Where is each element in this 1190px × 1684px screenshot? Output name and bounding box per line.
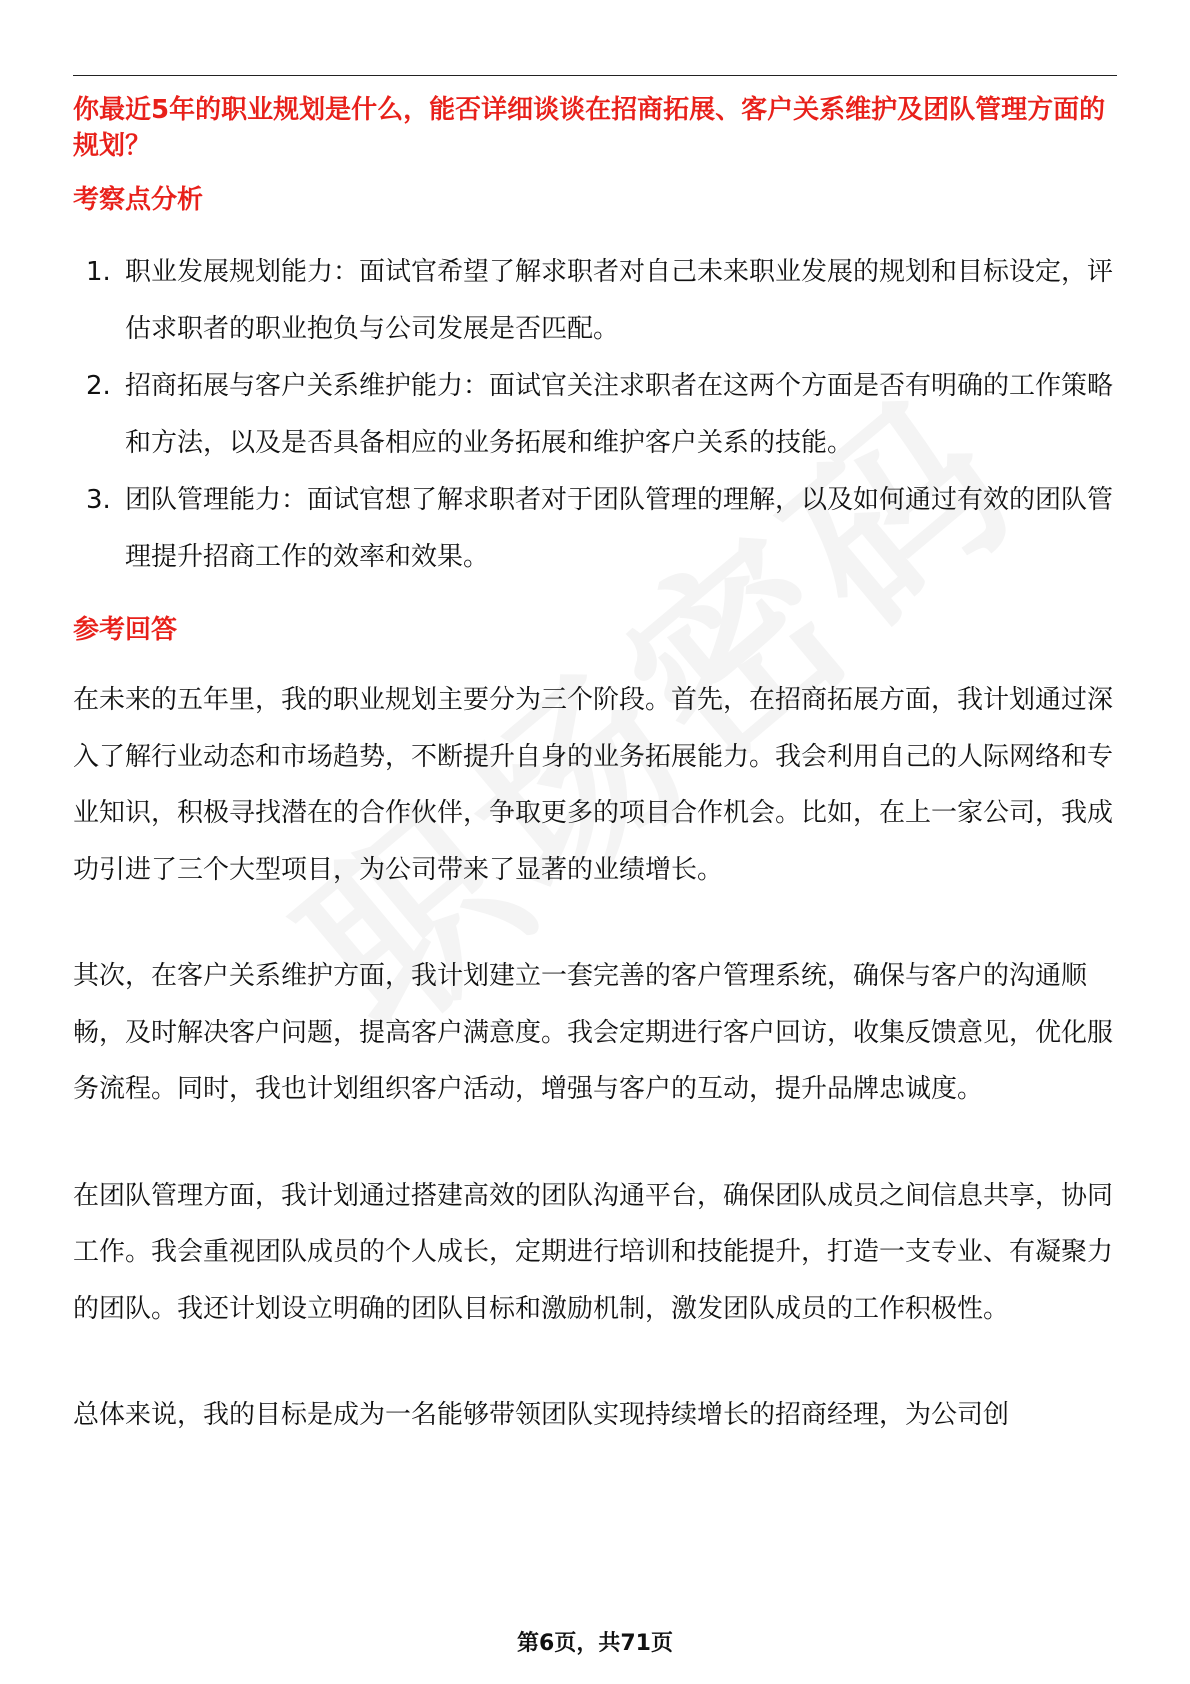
analysis-item-number: 3. — [86, 485, 111, 515]
analysis-list — [73, 244, 1117, 586]
analysis-item — [73, 472, 1117, 586]
answer-paragraph: 在团队管理方面，我计划通过搭建高效的团队沟通平台，确保团队成员之间信息共享，协同工作。我会重视团队成员的个人成长，定期进行培训和技能提升，打造一支专业、有凝聚力的团队。我还计划设立明确的团队目标和激励机制，激发团队成员的工作积极性。 — [73, 1180, 1114, 1324]
analysis-item-number: 2. — [86, 371, 111, 401]
page-content — [73, 92, 1117, 1494]
analysis-item — [73, 358, 1117, 472]
analysis-heading: 考察点分析 — [73, 185, 204, 215]
analysis-item-number: 1. — [86, 257, 111, 287]
answer-heading: 参考回答 — [73, 615, 178, 645]
page-number-footer: 第6页，共71页 — [517, 1631, 673, 1656]
analysis-item-text: 职业发展规划能力：面试官希望了解求职者对自己未来职业发展的规划和目标设定，评估求职者的职业抱负与公司发展是否匹配。 — [125, 257, 1114, 344]
header-rule — [73, 75, 1117, 76]
analysis-item — [73, 244, 1117, 358]
answer-paragraph: 在未来的五年里，我的职业规划主要分为三个阶段。首先，在招商拓展方面，我计划通过深入了解行业动态和市场趋势，不断提升自身的业务拓展能力。我会利用自己的人际网络和专业知识，积极寻找潜在的合作伙伴，争取更多的项目合作机会。比如，在上一家公司，我成功引进了三个大型项目，为公司带来了显著的业绩增长。 — [73, 685, 1114, 885]
analysis-item-text: 团队管理能力：面试官想了解求职者对于团队管理的理解，以及如何通过有效的团队管理提升招商工作的效率和效果。 — [125, 485, 1114, 572]
answer-body — [73, 672, 1117, 1444]
answer-paragraph: 总体来说，我的目标是成为一名能够带领团队实现持续增长的招商经理，为公司创 — [73, 1400, 1010, 1430]
answer-paragraph: 其次，在客户关系维护方面，我计划建立一套完善的客户管理系统，确保与客户的沟通顺畅，及时解决客户问题，提高客户满意度。我会定期进行客户回访，收集反馈意见，优化服务流程。同时，我也计划组织客户活动，增强与客户的互动，提升品牌忠诚度。 — [73, 961, 1114, 1104]
analysis-item-text: 招商拓展与客户关系维护能力：面试官关注求职者在这两个方面是否有明确的工作策略和方法，以及是否具备相应的业务拓展和维护客户关系的技能。 — [125, 371, 1114, 458]
question-title: 你最近5年的职业规划是什么，能否详细谈谈在招商拓展、客户关系维护及团队管理方面的规划？ — [73, 95, 1106, 161]
